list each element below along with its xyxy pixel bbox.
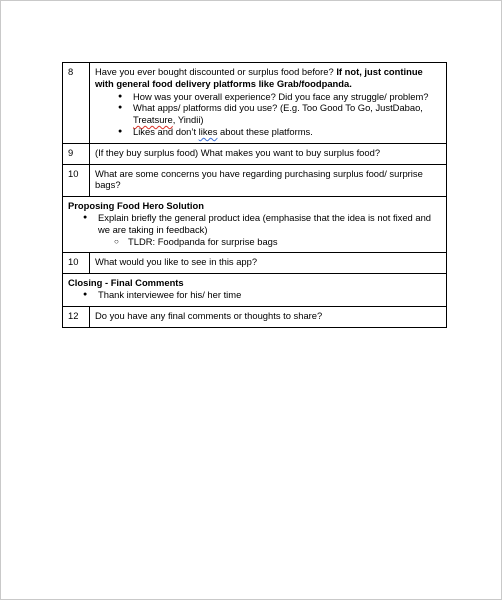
list-item-text: Explain briefly the general product idea (emphasise that the idea is not fixed and we are taking in feedback) — [98, 211, 432, 235]
nested-list — [98, 236, 441, 248]
list-item — [98, 289, 441, 301]
question-cell: (If they buy surplus food) What makes you want to buy surplus food? — [90, 143, 447, 164]
sub-question-list — [95, 91, 441, 138]
list-item — [133, 91, 441, 103]
table-row — [63, 253, 447, 274]
row-number: 12 — [63, 306, 90, 327]
question-bold-note: If not, just continue with general food delivery platforms like Grab/foodpanda. — [95, 66, 423, 89]
table-row — [63, 306, 447, 327]
grammar-flagged-word: likes — [198, 125, 218, 137]
section-list — [68, 289, 441, 301]
table-row — [63, 164, 447, 197]
table-row — [63, 143, 447, 164]
list-item — [98, 212, 441, 247]
list-item-text: How was your overall experience? Did you face any struggle/ problem? — [133, 90, 429, 102]
list-item-text: about these platforms. — [217, 125, 313, 137]
section-list — [68, 212, 441, 247]
list-item-text: Thank interviewee for his/ her time — [98, 288, 242, 300]
section-row — [63, 274, 447, 307]
list-item-text: What apps/ platforms did you use? (E.g. Too Good To Go, JustDabao, — [133, 102, 423, 114]
misspelled-word: Treatsure — [133, 114, 173, 126]
row-number: 8 — [63, 63, 90, 144]
row-number: 10 — [63, 253, 90, 274]
section-row — [63, 197, 447, 253]
list-item-text: Likes and don’t — [133, 125, 199, 137]
list-item — [133, 126, 441, 138]
list-item — [128, 236, 441, 248]
row-number: 9 — [63, 143, 90, 164]
question-text: Have you ever bought discounted or surplus food before? — [95, 66, 337, 77]
question-cell: What are some concerns you have regarding purchasing surplus food/ surprise bags? — [90, 164, 447, 197]
list-item — [133, 102, 441, 126]
list-item-text: TLDR: Foodpanda for surprise bags — [128, 235, 278, 247]
interview-question-table — [62, 62, 447, 328]
table-row — [63, 63, 447, 144]
section-heading: Proposing Food Hero Solution — [68, 200, 204, 212]
section-cell — [63, 274, 447, 307]
question-cell: Do you have any final comments or thoughts to share? — [90, 306, 447, 327]
list-item-text: , Yindii) — [172, 114, 204, 126]
question-cell — [90, 63, 447, 144]
row-number: 10 — [63, 164, 90, 197]
question-cell: What would you like to see in this app? — [90, 253, 447, 274]
section-cell — [63, 197, 447, 253]
section-heading: Closing - Final Comments — [68, 277, 184, 289]
